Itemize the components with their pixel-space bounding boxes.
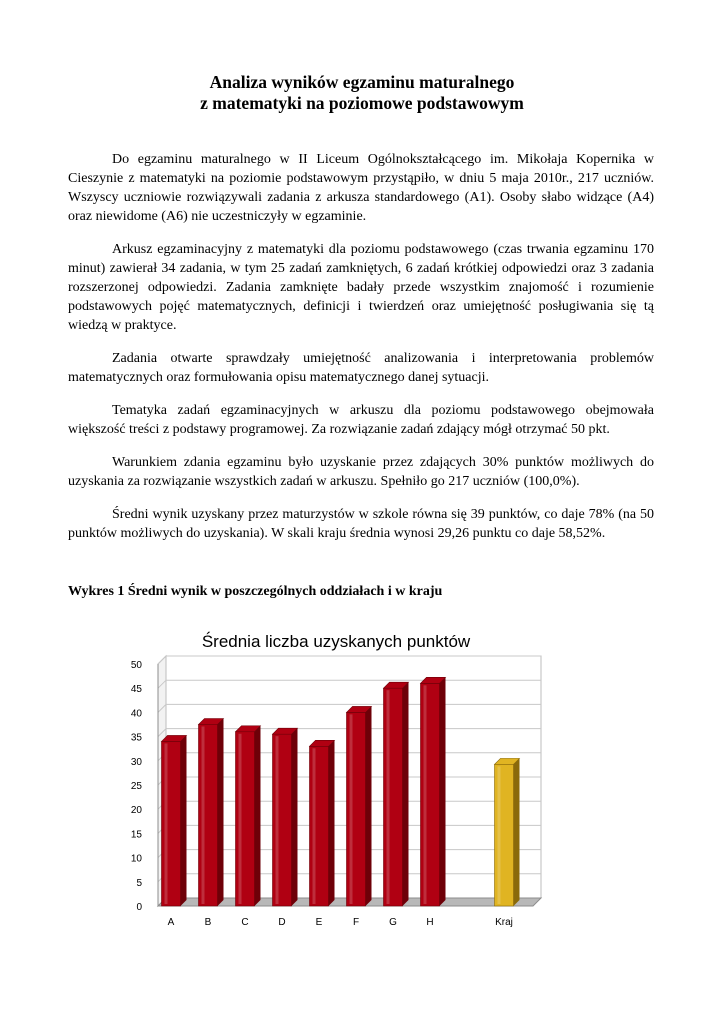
y-tick-label: 5 [136,877,142,889]
bar-side-c [255,726,261,906]
x-tick-label-h: H [426,917,434,928]
bar-h [421,683,440,906]
bar-b [199,725,218,907]
paragraph-1: Do egzaminu maturalnego w II Liceum Ogólnokształcącego im. Mikołaja Kopernika w Cieszynie z matematyki na poziomie podstawowym przystąpiło, w dniu 5 maja 2010r., 217 uczniów. Wszyscy uczniowie rozwiązywali zadania z arkusza standardowego (A1). Osoby słabo widzące (A4) oraz niewidome (A6) nie uczestniczyły w egzaminie. [68,152,654,224]
bar-side-f [366,706,372,906]
bar-highlight [498,766,501,904]
figure-caption: Wykres 1 Średni wynik w poszczególnych oddziałach i w kraju [68,584,443,599]
bar-f [347,712,366,906]
title-line-2: z matematyki na poziomowe podstawowym [200,93,524,113]
bar-a [162,741,181,906]
chart-title: Średnia liczba uzyskanych punktów [201,632,471,651]
title-line-1: Analiza wyników egzaminu maturalnego [209,72,515,92]
bar-highlight [276,736,279,904]
y-tick-label: 30 [130,756,142,768]
document-title [0,72,724,114]
bar-g [384,688,403,906]
x-tick-label-e: E [315,917,323,928]
x-tick-label-b: B [204,917,212,928]
chart-container [0,620,724,940]
bar-side-b [218,719,224,907]
y-tick-label: 45 [130,684,142,696]
y-tick-label: 15 [130,829,142,841]
bar-side-g [403,682,409,906]
bar-highlight [165,743,168,904]
paragraph-2: Arkusz egzaminacyjny z matematyki dla poziomu podstawowego (czas trwania egzaminu 170 minut) zawierał 34 zadania, w tym 25 zadań zamkniętych, 6 zadań krótkiej odpowiedzi oraz 3 zadania rozszerzonej odpowiedzi. Zadania zamknięte badały przede wszystkim znajomość i rozumienie podstawowych pojęć matematycznych, definicji i twierdzeń oraz umiejętność posługiwania się tą wiedzą w praktyce. [68,242,654,333]
x-tick-label-g: G [389,917,397,928]
paragraph-3: Zadania otwarte sprawdzały umiejętność analizowania i interpretowania problemów matematycznych oraz formułowania opisu matematycznego danej sytuacji. [68,351,654,385]
x-tick-label-f: F [352,917,360,928]
x-tick-label-kraj: Kraj [495,917,513,928]
bar-d [273,734,292,906]
bar-highlight [239,734,242,904]
y-tick-label: 0 [136,902,142,913]
bar-e [310,746,329,906]
y-tick-label: 25 [130,781,142,792]
bar-side-e [329,740,335,906]
document-body [68,150,654,557]
y-tick-label: 40 [130,708,142,720]
x-tick-label-c: C [241,917,249,928]
paragraph-4: Tematyka zadań egzaminacyjnych w arkuszu dla poziomu podstawowego obejmowała większość treści z podstawy programowej. Za rozwiązanie zadań zdający mógł otrzymać 50 pkt. [68,403,654,437]
bar-highlight [424,685,427,904]
y-tick-label: 20 [130,805,142,817]
bar-chart [0,620,724,940]
x-tick-label-d: D [278,917,286,928]
bar-highlight [313,748,316,904]
y-tick-label: 50 [130,660,142,671]
bar-side-a [181,735,187,906]
bar-side-kraj [514,758,520,906]
paragraph-5: Warunkiem zdania egzaminu było uzyskanie przez zdających 30% punktów możliwych do uzyskania za rozwiązanie wszystkich zadań w arkuszu. Spełniło go 217 uczniów (100,0%). [68,455,654,489]
y-tick-label: 35 [130,732,142,744]
bar-side-h [440,677,446,906]
bar-highlight [350,714,353,904]
bar-kraj [495,764,514,906]
bar-highlight [387,690,390,904]
x-tick-label-a: A [167,917,175,928]
y-tick-label: 10 [130,853,142,865]
paragraph-6: Średni wynik uzyskany przez maturzystów w szkole równa się 39 punktów, co daje 78% (na 50 punktów możliwych do uzyskania). W skali kraju średnia wynosi 29,26 punktu co daje 58,52%. [68,507,654,541]
bar-side-d [292,728,298,906]
bar-c [236,732,255,906]
bar-highlight [202,727,205,905]
